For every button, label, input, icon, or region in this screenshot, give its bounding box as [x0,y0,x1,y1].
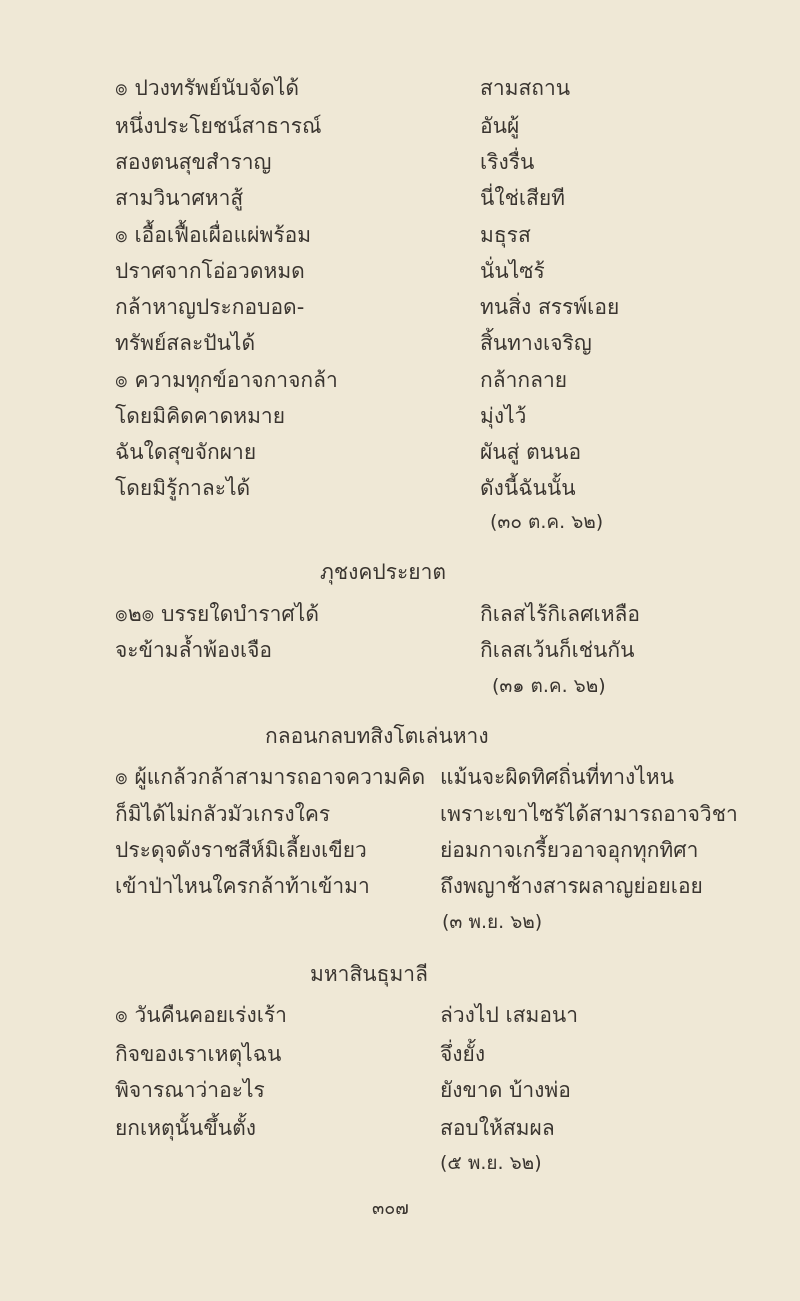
poem1-right-line: นี่ใช่เสียที [480,186,566,210]
poem4-right-line: สอบให้สมผล [440,1116,555,1140]
poem3-date: (๓ พ.ย. ๖๒) [442,911,543,933]
poem1-right-line: ดังนี้ฉันนั้น [480,476,576,500]
poem4-right-line: จึ่งยั้ง [440,1042,486,1066]
poem2-left-line: ๏๒๏ บรรยใดบำราศได้ [115,602,319,626]
poem4-right-line: ล่วงไป เสมอนา [440,1003,579,1027]
poem1-right-line: เริงรื่น [480,150,535,174]
poem1-right-line: สามสถาน [480,76,571,100]
poem4-left-line: พิจารณาว่าอะไร [115,1078,265,1102]
poem1-left-line: ปราศจากโอ่อวดหมด [115,259,305,283]
poem3-right-line: ย่อมกาจเกรี้ยวอาจอุกทุกทิศา [440,838,699,862]
poem1-left-line: โดยมิคิดคาดหมาย [115,404,286,428]
poem2-right-line: กิเลสไร้กิเลศเหลือ [480,602,641,626]
poem2-right-line: กิเลสเว้นก็เช่นกัน [480,638,635,662]
poem1-left-line: หนึ่งประโยชน์สาธารณ์ [115,114,322,138]
poem2-left-line: จะข้ามล้ำพ้องเจือ [115,638,273,662]
poem1-right-line: ทนสิ่ง สรรพ์เอย [480,295,620,319]
poem1-left-line: โดยมิรู้กาละได้ [115,476,251,500]
poem3-left-line: เข้าป่าไหนใครกล้าท้าเข้ามา [115,874,370,898]
poem4-date: (๕ พ.ย. ๖๒) [440,1152,542,1174]
poem3-title: กลอนกลบทสิงโตเล่นหาง [265,724,489,748]
poem4-title: มหาสินธุมาลี [310,962,428,986]
poem4-left-line: ยกเหตุนั้นขึ้นตั้ง [115,1116,256,1140]
poem3-right-line: เพราะเขาไซร้ได้สามารถอาจวิชา [440,802,738,826]
poem1-left-line: ฉันใดสุขจักผาย [115,440,257,464]
poem3-right-line: ถึงพญาช้างสารผลาญย่อยเอย [440,874,703,898]
page-number: ๓๐๗ [372,1198,409,1219]
poem4-left-line: ๏ วันคืนคอยเร่งเร้า [115,1003,287,1027]
poem1-right-line: มุ่งไว้ [480,404,527,428]
poem1-left-line: กล้าหาญประกอบอด- [115,295,305,319]
poem3-right-line: แม้นจะผิดทิศถิ่นที่ทางไหน [440,765,674,789]
poem1-date: (๓๐ ต.ค. ๖๒) [490,511,604,533]
poem1-right-line: ผันสู่ ตนนอ [480,440,582,464]
poem1-left-line: ๏ ปวงทรัพย์นับจัดได้ [115,76,299,100]
poem1-left-line: สองตนสุขสำราญ [115,150,272,174]
poem4-right-line: ยังขาด บ้างพ่อ [440,1078,571,1102]
poem3-left-line: ประดุจดังราชสีห์มิเลี้ยงเขียว [115,838,367,862]
poem1-left-line: ๏ เอื้อเฟื้อเผื่อแผ่พร้อม [115,223,312,247]
poem3-left-line: ๏ ผู้แกล้วกล้าสามารถอาจความคิด [115,765,426,789]
poem2-title: ภุชงคประยาต [320,560,447,584]
poem1-right-line: สิ้นทางเจริญ [480,331,592,355]
poem1-left-line: สามวินาศหาสู้ [115,186,244,210]
poem1-right-line: กล้ากลาย [480,368,568,392]
poem2-date: (๓๑ ต.ค. ๖๒) [492,675,606,697]
poem1-left-line: ทรัพย์สละปันได้ [115,331,256,355]
poem1-left-line: ๏ ความทุกข์อาจกาจกล้า [115,368,338,392]
poem1-right-line: มธุรส [480,223,531,247]
poem1-right-line: นั่นไซร้ [480,259,545,283]
poem4-left-line: กิจของเราเหตุไฉน [115,1042,282,1066]
poem3-left-line: ก็มิได้ไม่กลัวมัวเกรงใคร [115,802,331,826]
poem1-right-line: อันผู้ [480,114,520,138]
